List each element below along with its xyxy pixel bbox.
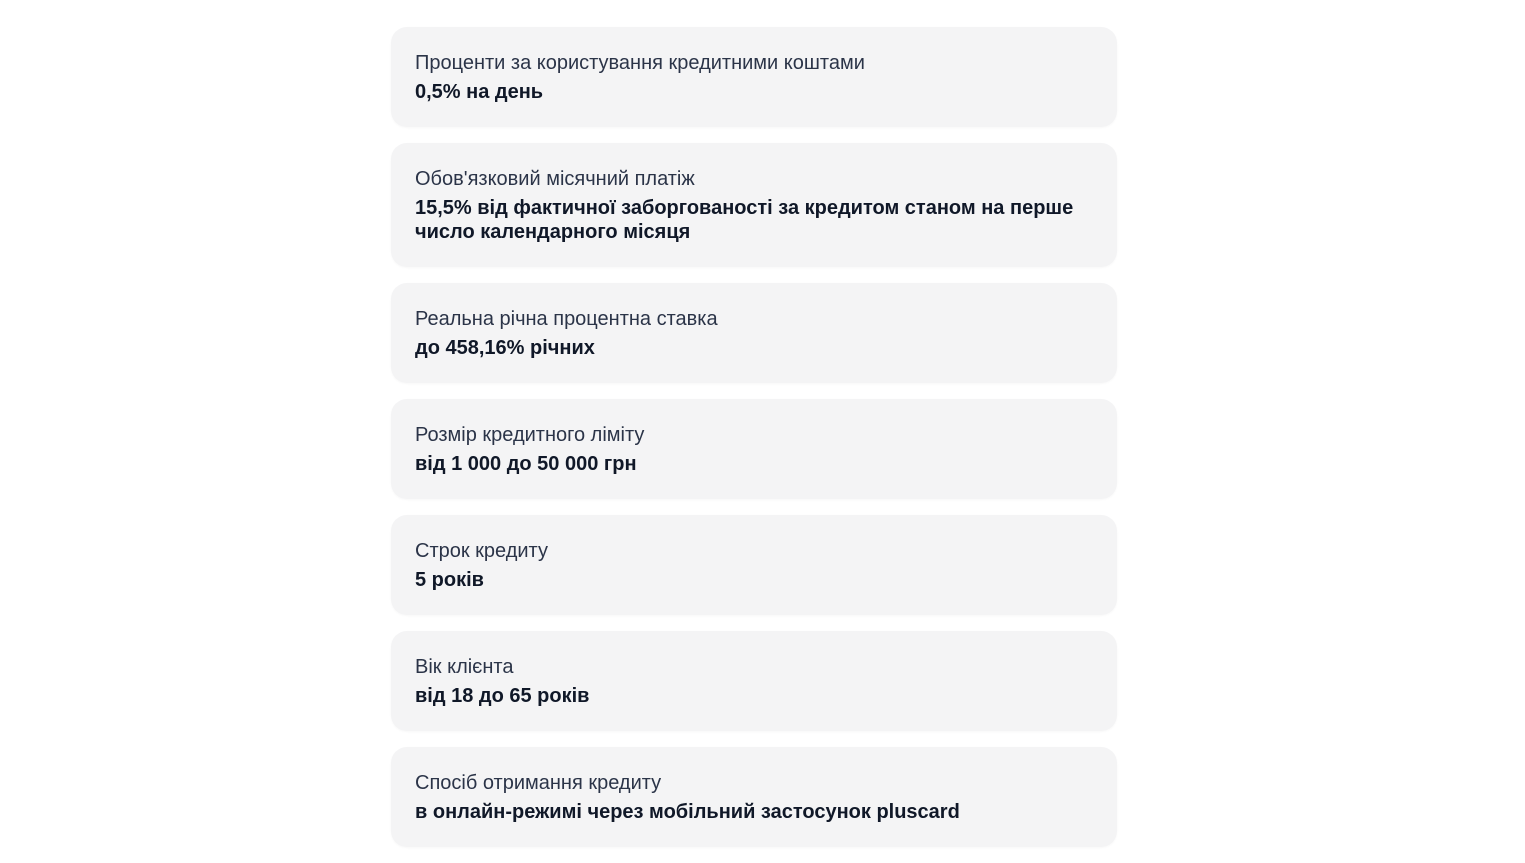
condition-label: Розмір кредитного ліміту [415,424,645,446]
condition-card-annual-rate [391,283,1117,383]
credit-conditions-list [391,27,1117,863]
condition-value: від 18 до 65 років [415,685,590,707]
condition-value: 15,5% від фактичної заборгованості за кредитом станом на перше число календарного місяця [415,197,1074,243]
condition-value: 0,5% на день [415,81,544,103]
condition-label: Реальна річна процентна ставка [415,308,718,330]
condition-value: до 458,16% річних [415,337,595,359]
condition-value: від 1 000 до 50 000 грн [415,453,637,475]
condition-card-receiving-method [391,747,1117,847]
condition-card-interest [391,27,1117,127]
condition-label: Обов'язковий місячний платіж [415,168,695,190]
condition-value: в онлайн-режимі через мобільний застосунок pluscard [415,801,960,823]
condition-label: Строк кредиту [415,540,548,562]
condition-card-credit-limit [391,399,1117,499]
condition-label: Спосіб отримання кредиту [415,772,662,794]
condition-card-monthly-payment [391,143,1117,267]
condition-card-client-age [391,631,1117,731]
condition-label: Проценти за користування кредитними коштами [415,52,865,74]
condition-card-term [391,515,1117,615]
condition-label: Вік клієнта [415,656,514,678]
condition-value: 5 років [415,569,484,591]
